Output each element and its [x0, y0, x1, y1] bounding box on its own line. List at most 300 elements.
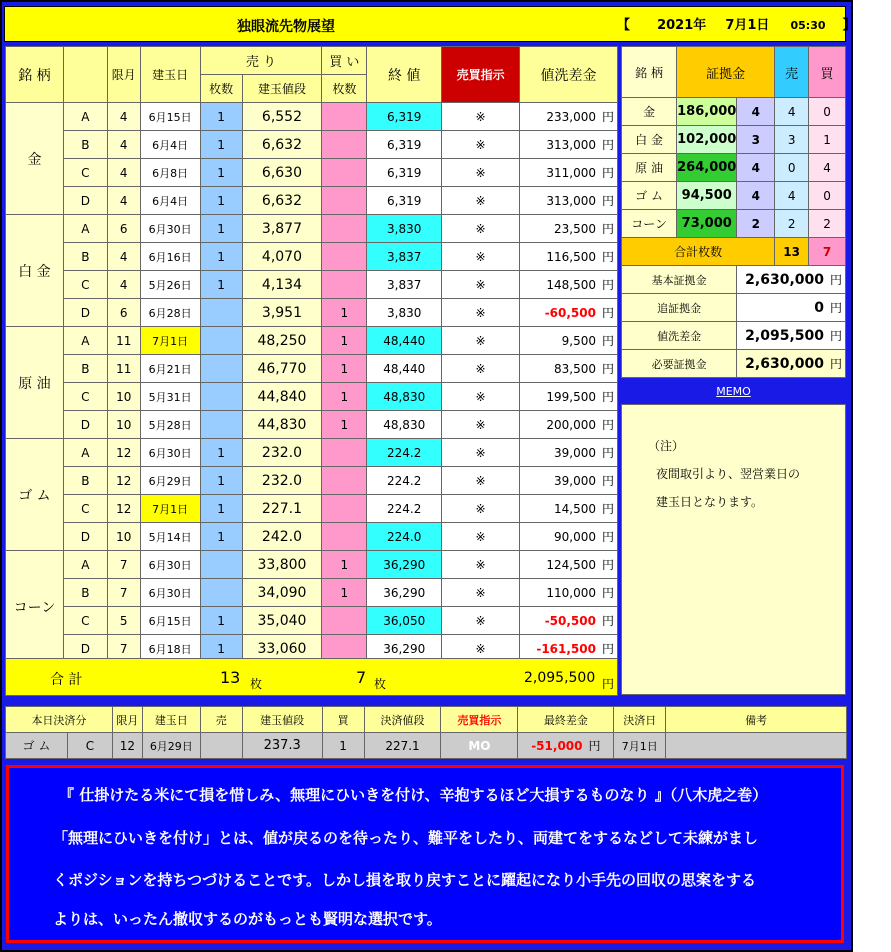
sell-count: 1 — [200, 215, 242, 243]
settle-symbol: ゴ ム — [6, 733, 68, 759]
signal-mark: ※ — [442, 159, 520, 187]
diff-amount — [520, 607, 618, 635]
total-label: 合 計 — [50, 672, 83, 688]
open-date: 7月1日 — [140, 495, 200, 523]
diff-value: 313,000 — [546, 138, 596, 152]
yen-unit: 円 — [601, 586, 614, 600]
quote-line-1: 『 仕掛けたる米にて損を惜しみ、無理にひいきを付け、辛抱するほど大損するものなり 』（八木虎之巻） — [59, 786, 768, 804]
open-price: 232.0 — [242, 439, 322, 467]
yen-unit: 円 — [601, 306, 614, 320]
table-row — [6, 439, 618, 467]
margin-symbol: 白 金 — [622, 126, 677, 154]
limit-month: 11 — [107, 327, 140, 355]
margin-row — [622, 210, 846, 238]
buy-count: 1 — [322, 411, 367, 439]
diff-value: 124,500 — [546, 558, 596, 572]
contract-kind: B — [63, 131, 107, 159]
memo-link[interactable]: MEMO — [621, 382, 846, 402]
close-price: 224.2 — [367, 495, 442, 523]
margin-amount: 102,000 — [677, 126, 737, 154]
symbol-name: ゴ ム — [6, 439, 64, 551]
close-price: 224.0 — [367, 523, 442, 551]
settle-close: 227.1 — [364, 733, 441, 759]
close-price: 6,319 — [367, 187, 442, 215]
buy-count — [322, 495, 367, 523]
margin-sell: 2 — [775, 210, 809, 238]
settle-kind: C — [67, 733, 112, 759]
close-price: 48,440 — [367, 327, 442, 355]
diff-amount — [520, 467, 618, 495]
table-row — [6, 187, 618, 215]
diff-amount — [520, 355, 618, 383]
yen-unit: 円 — [601, 530, 614, 544]
signal-mark: ※ — [442, 411, 520, 439]
margin-row — [622, 182, 846, 210]
buy-count — [322, 187, 367, 215]
margin-contracts: 4 — [737, 182, 775, 210]
settle-date: 7月1日 — [614, 733, 666, 759]
yen-unit: 円 — [601, 502, 614, 516]
margin-symbol: ゴ ム — [622, 182, 677, 210]
open-date: 6月15日 — [140, 607, 200, 635]
date-time: 05:30 — [790, 19, 826, 32]
open-price: 33,800 — [242, 551, 322, 579]
limit-month: 4 — [107, 187, 140, 215]
open-price: 242.0 — [242, 523, 322, 551]
quote-line-2: 「無理にひいきを付け」とは、値が戻るのを待ったり、難平をしたり、両建てをするなどして未練がまし — [53, 829, 759, 847]
sell-count — [200, 299, 242, 327]
yen-unit: 円 — [601, 194, 614, 208]
table-row — [6, 299, 618, 327]
diff-value: 39,000 — [553, 446, 596, 460]
close-price: 36,290 — [367, 551, 442, 579]
signal-mark: ※ — [442, 551, 520, 579]
yen-unit: 円 — [601, 138, 614, 152]
margin-summary-row — [622, 294, 846, 322]
total-buy-count: 7 — [356, 668, 367, 687]
diff-value: 233,000 — [546, 110, 596, 124]
diff-amount — [520, 523, 618, 551]
memo-line-2: 夜間取引より、翌営業日の — [656, 467, 801, 481]
diff-value: 14,500 — [553, 502, 596, 516]
sell-count: 1 — [200, 131, 242, 159]
summary-amount: 2,630,000 — [745, 272, 824, 288]
margin-buy: 4 — [809, 154, 846, 182]
limit-month: 12 — [107, 495, 140, 523]
contract-kind: A — [63, 551, 107, 579]
yen-unit: 円 — [601, 418, 614, 432]
open-date: 6月29日 — [140, 467, 200, 495]
margin-contracts: 4 — [737, 154, 775, 182]
margin-buy: 0 — [809, 182, 846, 210]
limit-month: 7 — [107, 635, 140, 663]
buy-count: 1 — [322, 579, 367, 607]
quote-box — [6, 765, 844, 943]
summary-amount: 2,630,000 — [745, 356, 824, 372]
yen-unit: 円 — [601, 614, 614, 628]
table-row — [6, 495, 618, 523]
margin-amount: 264,000 — [677, 154, 737, 182]
contract-kind: A — [63, 439, 107, 467]
contract-kind: A — [63, 215, 107, 243]
settle-col-header: 売 — [200, 707, 242, 733]
margin-total-label: 合計枚数 — [622, 238, 775, 266]
table-row — [6, 551, 618, 579]
date-year: 2021年 — [657, 18, 707, 33]
buy-count — [322, 523, 367, 551]
col-kind — [63, 47, 107, 103]
diff-amount — [520, 299, 618, 327]
close-price: 48,440 — [367, 355, 442, 383]
summary-value — [737, 322, 846, 350]
bracket-open: 【 — [617, 18, 631, 33]
limit-month: 4 — [107, 271, 140, 299]
open-date: 5月14日 — [140, 523, 200, 551]
sell-count: 1 — [200, 607, 242, 635]
diff-value: -60,500 — [544, 306, 596, 320]
margin-row — [622, 154, 846, 182]
close-price: 3,837 — [367, 271, 442, 299]
memo-line-1: （注） — [648, 439, 685, 453]
margin-amount: 73,000 — [677, 210, 737, 238]
margin-contracts: 2 — [737, 210, 775, 238]
limit-month: 5 — [107, 607, 140, 635]
signal-mark: ※ — [442, 439, 520, 467]
close-price: 36,290 — [367, 635, 442, 663]
total-sell-count: 13 — [220, 668, 241, 687]
diff-amount — [520, 103, 618, 131]
sell-count: 1 — [200, 523, 242, 551]
diff-value: -50,500 — [544, 614, 596, 628]
diff-value: 110,000 — [546, 586, 596, 600]
margin-symbol: 金 — [622, 98, 677, 126]
settle-signal: MO — [441, 733, 518, 759]
settle-col-header: 建玉値段 — [242, 707, 322, 733]
date-display — [617, 14, 856, 33]
yen-unit: 円 — [601, 362, 614, 376]
signal-mark: ※ — [442, 243, 520, 271]
col-sell: 売 り — [200, 47, 322, 75]
header-row-1 — [6, 47, 618, 75]
open-date: 6月16日 — [140, 243, 200, 271]
settle-diff-value: -51,000 — [531, 739, 583, 753]
buy-count: 1 — [322, 299, 367, 327]
margin-buy: 0 — [809, 98, 846, 126]
margin-total-row — [622, 238, 846, 266]
symbol-name: 白 金 — [6, 215, 64, 327]
diff-value: 39,000 — [553, 474, 596, 488]
settle-col-header: 買 — [322, 707, 364, 733]
page-title: 独眼流先物展望 — [237, 19, 335, 35]
open-date: 6月28日 — [140, 299, 200, 327]
col-margin-amount: 証拠金 — [677, 47, 775, 98]
diff-value: 200,000 — [546, 418, 596, 432]
contract-kind: B — [63, 579, 107, 607]
table-row — [6, 607, 618, 635]
contract-kind: D — [63, 635, 107, 663]
buy-count: 1 — [322, 355, 367, 383]
buy-count — [322, 243, 367, 271]
symbol-name: 金 — [6, 103, 64, 215]
limit-month: 12 — [107, 439, 140, 467]
yen-unit: 円 — [601, 250, 614, 264]
yen-unit: 円 — [601, 110, 614, 124]
settle-buy: 1 — [322, 733, 364, 759]
col-open-date: 建玉日 — [140, 47, 200, 103]
yen-unit: 円 — [601, 642, 614, 656]
col-diff: 値洗差金 — [520, 47, 618, 103]
table-row — [6, 355, 618, 383]
open-date: 7月1日 — [140, 327, 200, 355]
margin-sell: 3 — [775, 126, 809, 154]
yen-unit: 円 — [829, 301, 842, 315]
settlement-table — [5, 706, 847, 759]
diff-amount — [520, 187, 618, 215]
yen-unit: 円 — [601, 390, 614, 404]
open-price: 6,630 — [242, 159, 322, 187]
margin-sell: 4 — [775, 182, 809, 210]
open-price: 48,250 — [242, 327, 322, 355]
yen-unit: 円 — [601, 334, 614, 348]
col-symbol: 銘 柄 — [6, 47, 64, 103]
settle-limit: 12 — [112, 733, 142, 759]
bracket-close: 】 — [842, 18, 856, 33]
limit-month: 6 — [107, 215, 140, 243]
sell-count: 1 — [200, 159, 242, 187]
close-price: 224.2 — [367, 467, 442, 495]
open-price: 4,070 — [242, 243, 322, 271]
sell-count: 1 — [200, 635, 242, 663]
summary-label: 値洗差金 — [622, 322, 737, 350]
close-price: 48,830 — [367, 383, 442, 411]
yen-unit: 円 — [601, 474, 614, 488]
diff-amount — [520, 551, 618, 579]
table-row — [6, 383, 618, 411]
open-price: 6,632 — [242, 187, 322, 215]
summary-value — [737, 266, 846, 294]
total-diff: 2,095,500 — [524, 670, 596, 686]
contract-kind: D — [63, 411, 107, 439]
margin-contracts: 3 — [737, 126, 775, 154]
diff-amount — [520, 131, 618, 159]
buy-count: 1 — [322, 551, 367, 579]
col-close: 終 値 — [367, 47, 442, 103]
open-price: 44,830 — [242, 411, 322, 439]
signal-mark: ※ — [442, 355, 520, 383]
yen-unit: 円 — [829, 357, 842, 371]
col-limit: 限月 — [107, 47, 140, 103]
close-price: 224.2 — [367, 439, 442, 467]
sell-count — [200, 383, 242, 411]
limit-month: 4 — [107, 243, 140, 271]
open-price: 4,134 — [242, 271, 322, 299]
col-open-price: 建玉値段 — [242, 75, 322, 103]
contract-kind: C — [63, 607, 107, 635]
settle-open-date: 6月29日 — [142, 733, 200, 759]
signal-mark: ※ — [442, 327, 520, 355]
sell-count: 1 — [200, 103, 242, 131]
diff-amount — [520, 215, 618, 243]
signal-mark: ※ — [442, 495, 520, 523]
contract-kind: B — [63, 243, 107, 271]
close-price: 6,319 — [367, 103, 442, 131]
settle-col-header: 本日決済分 — [6, 707, 113, 733]
diff-value: 9,500 — [561, 334, 596, 348]
buy-count — [322, 159, 367, 187]
yen-unit: 円 — [829, 329, 842, 343]
limit-month: 12 — [107, 467, 140, 495]
open-price: 3,951 — [242, 299, 322, 327]
yen-unit: 円 — [588, 739, 601, 753]
total-row — [5, 658, 618, 696]
date-monthday: 7月1日 — [725, 18, 770, 33]
buy-count — [322, 607, 367, 635]
summary-label: 基本証拠金 — [622, 266, 737, 294]
signal-mark: ※ — [442, 187, 520, 215]
diff-amount — [520, 439, 618, 467]
col-margin-sell: 売 — [775, 47, 809, 98]
quote-line-4: よりは、いったん撤収するのがもっとも賢明な選択です。 — [53, 910, 442, 928]
signal-mark: ※ — [442, 131, 520, 159]
table-row — [6, 411, 618, 439]
margin-symbol: コーン — [622, 210, 677, 238]
yen-unit: 円 — [601, 222, 614, 236]
margin-total-buy: 7 — [809, 238, 846, 266]
margin-table — [621, 46, 846, 378]
diff-amount — [520, 579, 618, 607]
open-date: 6月15日 — [140, 103, 200, 131]
settle-col-header: 備考 — [666, 707, 847, 733]
signal-mark: ※ — [442, 467, 520, 495]
settle-col-header: 決済値段 — [364, 707, 441, 733]
open-date: 6月30日 — [140, 551, 200, 579]
diff-value: -161,500 — [536, 642, 596, 656]
open-date: 6月4日 — [140, 131, 200, 159]
signal-mark: ※ — [442, 299, 520, 327]
margin-header-row — [622, 47, 846, 98]
sell-count: 1 — [200, 495, 242, 523]
table-row — [6, 131, 618, 159]
contract-kind: D — [63, 187, 107, 215]
diff-value: 23,500 — [553, 222, 596, 236]
contract-kind: C — [63, 495, 107, 523]
signal-mark: ※ — [442, 607, 520, 635]
contract-kind: C — [63, 159, 107, 187]
settle-col-header: 決済日 — [614, 707, 666, 733]
open-date: 6月18日 — [140, 635, 200, 663]
limit-month: 10 — [107, 411, 140, 439]
buy-count: 1 — [322, 327, 367, 355]
memo-line-3: 建玉日となります。 — [656, 495, 764, 509]
sell-count: 1 — [200, 439, 242, 467]
summary-label: 必要証拠金 — [622, 350, 737, 378]
open-date: 6月30日 — [140, 579, 200, 607]
diff-amount — [520, 411, 618, 439]
buy-count: 1 — [322, 383, 367, 411]
buy-count — [322, 439, 367, 467]
table-row — [6, 467, 618, 495]
summary-value — [737, 350, 846, 378]
diff-amount — [520, 159, 618, 187]
limit-month: 7 — [107, 551, 140, 579]
open-date: 6月21日 — [140, 355, 200, 383]
yen-unit: 円 — [601, 166, 614, 180]
table-row — [6, 215, 618, 243]
open-price: 34,090 — [242, 579, 322, 607]
diff-value: 90,000 — [553, 530, 596, 544]
open-date: 6月30日 — [140, 215, 200, 243]
close-price: 3,837 — [367, 243, 442, 271]
margin-amount: 186,000 — [677, 98, 737, 126]
signal-mark: ※ — [442, 103, 520, 131]
col-signal: 売買指示 — [442, 47, 520, 103]
settle-col-header: 限月 — [112, 707, 142, 733]
table-row — [6, 243, 618, 271]
margin-sell: 4 — [775, 98, 809, 126]
diff-value: 199,500 — [546, 390, 596, 404]
sell-count — [200, 327, 242, 355]
contract-kind: B — [63, 355, 107, 383]
settle-row — [6, 733, 847, 759]
col-margin-buy: 買 — [809, 47, 846, 98]
open-price: 3,877 — [242, 215, 322, 243]
margin-amount: 94,500 — [677, 182, 737, 210]
limit-month: 10 — [107, 523, 140, 551]
col-margin-symbol: 銘 柄 — [622, 47, 677, 98]
open-date: 5月26日 — [140, 271, 200, 299]
yen-unit: 円 — [601, 278, 614, 292]
summary-amount: 0 — [814, 300, 824, 316]
open-date: 6月30日 — [140, 439, 200, 467]
close-price: 6,319 — [367, 131, 442, 159]
buy-count — [322, 467, 367, 495]
signal-mark: ※ — [442, 579, 520, 607]
signal-mark: ※ — [442, 383, 520, 411]
buy-count — [322, 215, 367, 243]
diff-amount — [520, 327, 618, 355]
diff-value: 311,000 — [546, 166, 596, 180]
buy-count — [322, 271, 367, 299]
sell-count — [200, 551, 242, 579]
contract-kind: B — [63, 467, 107, 495]
diff-amount — [520, 495, 618, 523]
yen-unit: 円 — [601, 446, 614, 460]
quote-line-3: くポジションを持ちつづけることです。しかし損を取り戻すことに躍起になり小手先の回収の思案をする — [53, 871, 756, 889]
positions-table — [5, 46, 618, 663]
diff-amount — [520, 383, 618, 411]
contract-kind: C — [63, 383, 107, 411]
limit-month: 4 — [107, 131, 140, 159]
margin-row — [622, 98, 846, 126]
symbol-name: 原 油 — [6, 327, 64, 439]
diff-value: 83,500 — [553, 362, 596, 376]
margin-total-sell: 13 — [775, 238, 809, 266]
title-bar — [4, 6, 856, 42]
summary-label: 追証拠金 — [622, 294, 737, 322]
contract-kind: C — [63, 271, 107, 299]
open-price: 33,060 — [242, 635, 322, 663]
open-price: 46,770 — [242, 355, 322, 383]
buy-count — [322, 103, 367, 131]
settle-sell — [200, 733, 242, 759]
table-row — [6, 159, 618, 187]
close-price: 36,050 — [367, 607, 442, 635]
yen-unit: 円 — [601, 558, 614, 572]
margin-buy: 1 — [809, 126, 846, 154]
symbol-name: コーン — [6, 551, 64, 663]
col-buy-count: 枚数 — [322, 75, 367, 103]
limit-month: 6 — [107, 299, 140, 327]
